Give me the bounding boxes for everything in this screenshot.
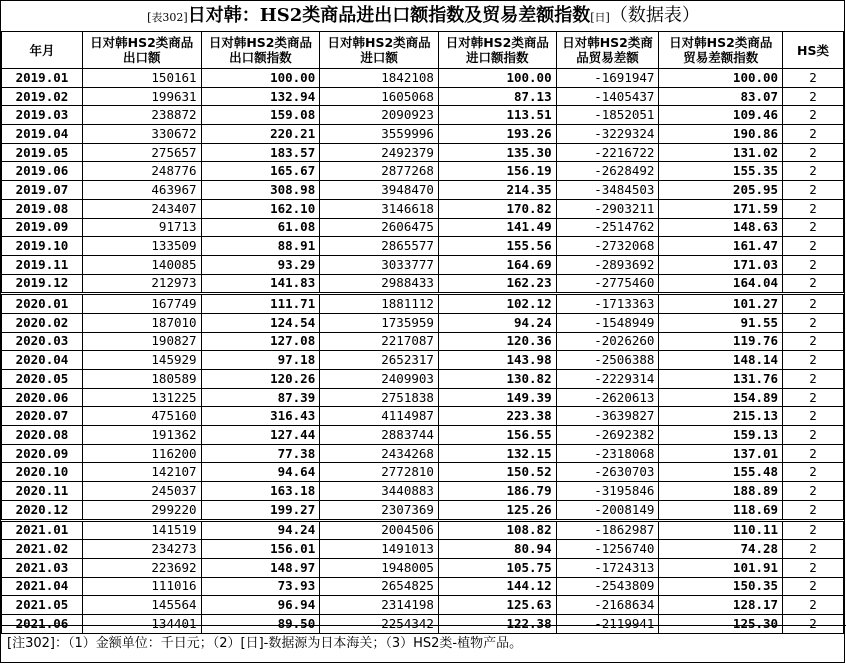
import-index-cell: 130.82 bbox=[438, 370, 556, 389]
import-index-cell: 141.49 bbox=[438, 218, 556, 237]
trade-balance-index-cell: 154.89 bbox=[659, 388, 783, 407]
import-index-cell: 214.35 bbox=[438, 181, 556, 200]
import-amount-cell: 1605068 bbox=[320, 87, 439, 106]
trade-balance-cell: -2119941 bbox=[556, 614, 659, 633]
export-index-cell: 120.26 bbox=[201, 370, 320, 389]
month-cell: 2020.09 bbox=[2, 444, 83, 463]
trade-balance-index-cell: 137.01 bbox=[659, 444, 783, 463]
import-index-cell: 170.82 bbox=[438, 199, 556, 218]
month-cell: 2021.04 bbox=[2, 577, 83, 596]
trade-balance-cell: -2732068 bbox=[556, 237, 659, 256]
export-amount-cell: 145929 bbox=[82, 351, 201, 370]
export-index-cell: 165.67 bbox=[201, 162, 320, 181]
trade-balance-index-cell: 118.69 bbox=[659, 500, 783, 520]
export-index-cell: 163.18 bbox=[201, 482, 320, 501]
import-amount-cell: 2654825 bbox=[320, 577, 439, 596]
header-export-index: 日对韩HS2类商品出口额指数 bbox=[201, 32, 320, 69]
table-row bbox=[2, 332, 844, 351]
table-row bbox=[2, 181, 844, 200]
hs-class-cell: 2 bbox=[783, 237, 844, 256]
trade-balance-index-cell: 148.63 bbox=[659, 218, 783, 237]
export-index-cell: 124.54 bbox=[201, 313, 320, 332]
trade-balance-index-cell: 101.91 bbox=[659, 558, 783, 577]
export-index-cell: 308.98 bbox=[201, 181, 320, 200]
trade-balance-cell: -2630703 bbox=[556, 463, 659, 482]
table-row bbox=[2, 255, 844, 274]
export-amount-cell: 91713 bbox=[82, 218, 201, 237]
import-amount-cell: 2652317 bbox=[320, 351, 439, 370]
hs-class-cell: 2 bbox=[783, 162, 844, 181]
import-index-cell: 100.00 bbox=[438, 69, 556, 88]
trade-balance-cell: -2514762 bbox=[556, 218, 659, 237]
import-amount-cell: 3948470 bbox=[320, 181, 439, 200]
month-cell: 2019.07 bbox=[2, 181, 83, 200]
trade-balance-index-cell: 119.76 bbox=[659, 332, 783, 351]
month-cell: 2020.04 bbox=[2, 351, 83, 370]
month-cell: 2019.03 bbox=[2, 106, 83, 125]
import-index-cell: 132.15 bbox=[438, 444, 556, 463]
trade-balance-index-cell: 205.95 bbox=[659, 181, 783, 200]
export-index-cell: 97.18 bbox=[201, 351, 320, 370]
trade-balance-index-cell: 101.27 bbox=[659, 294, 783, 314]
table-row bbox=[2, 313, 844, 332]
hs-class-cell: 2 bbox=[783, 614, 844, 633]
export-index-cell: 220.21 bbox=[201, 125, 320, 144]
hs-class-cell: 2 bbox=[783, 577, 844, 596]
header-import-index: 日对韩HS2类商品进口额指数 bbox=[438, 32, 556, 69]
trade-balance-index-cell: 215.13 bbox=[659, 407, 783, 426]
export-amount-cell: 140085 bbox=[82, 255, 201, 274]
table-row bbox=[2, 106, 844, 125]
hs-class-cell: 2 bbox=[783, 388, 844, 407]
hs-class-cell: 2 bbox=[783, 87, 844, 106]
export-index-cell: 127.08 bbox=[201, 332, 320, 351]
trade-balance-cell: -1713363 bbox=[556, 294, 659, 314]
export-amount-cell: 299220 bbox=[82, 500, 201, 520]
month-cell: 2019.12 bbox=[2, 274, 83, 294]
table-row bbox=[2, 500, 844, 520]
import-index-cell: 223.38 bbox=[438, 407, 556, 426]
trade-balance-cell: -1724313 bbox=[556, 558, 659, 577]
export-index-cell: 156.01 bbox=[201, 540, 320, 559]
hs-class-cell: 2 bbox=[783, 520, 844, 540]
hs-class-cell: 2 bbox=[783, 218, 844, 237]
import-index-cell: 105.75 bbox=[438, 558, 556, 577]
table-row bbox=[2, 370, 844, 389]
hs-class-cell: 2 bbox=[783, 463, 844, 482]
import-index-cell: 186.79 bbox=[438, 482, 556, 501]
import-index-cell: 87.13 bbox=[438, 87, 556, 106]
table-row bbox=[2, 558, 844, 577]
import-index-cell: 155.56 bbox=[438, 237, 556, 256]
trade-balance-cell: -2216722 bbox=[556, 143, 659, 162]
month-cell: 2020.12 bbox=[2, 500, 83, 520]
trade-balance-cell: -1256740 bbox=[556, 540, 659, 559]
month-cell: 2019.02 bbox=[2, 87, 83, 106]
trade-balance-index-cell: 148.14 bbox=[659, 351, 783, 370]
import-amount-cell: 1491013 bbox=[320, 540, 439, 559]
month-cell: 2019.08 bbox=[2, 199, 83, 218]
import-index-cell: 164.69 bbox=[438, 255, 556, 274]
month-cell: 2019.10 bbox=[2, 237, 83, 256]
export-index-cell: 132.94 bbox=[201, 87, 320, 106]
header-month: 年月 bbox=[2, 32, 83, 69]
hs-class-cell: 2 bbox=[783, 370, 844, 389]
export-index-cell: 199.27 bbox=[201, 500, 320, 520]
import-index-cell: 149.39 bbox=[438, 388, 556, 407]
table-row bbox=[2, 218, 844, 237]
title-suffix: （数据表） bbox=[609, 5, 700, 26]
export-index-cell: 159.08 bbox=[201, 106, 320, 125]
table-row bbox=[2, 577, 844, 596]
trade-balance-index-cell: 110.11 bbox=[659, 520, 783, 540]
import-index-cell: 156.55 bbox=[438, 426, 556, 445]
import-amount-cell: 3559996 bbox=[320, 125, 439, 144]
trade-balance-index-cell: 155.48 bbox=[659, 463, 783, 482]
export-index-cell: 73.93 bbox=[201, 577, 320, 596]
export-amount-cell: 248776 bbox=[82, 162, 201, 181]
export-index-cell: 96.94 bbox=[201, 596, 320, 615]
hs-class-cell: 2 bbox=[783, 274, 844, 294]
import-index-cell: 156.19 bbox=[438, 162, 556, 181]
import-amount-cell: 1842108 bbox=[320, 69, 439, 88]
import-amount-cell: 2409903 bbox=[320, 370, 439, 389]
trade-balance-index-cell: 83.07 bbox=[659, 87, 783, 106]
export-amount-cell: 212973 bbox=[82, 274, 201, 294]
month-cell: 2020.11 bbox=[2, 482, 83, 501]
trade-balance-index-cell: 91.55 bbox=[659, 313, 783, 332]
import-index-cell: 108.82 bbox=[438, 520, 556, 540]
export-amount-cell: 463967 bbox=[82, 181, 201, 200]
trade-balance-cell: -1548949 bbox=[556, 313, 659, 332]
import-amount-cell: 2877268 bbox=[320, 162, 439, 181]
trade-balance-index-cell: 159.13 bbox=[659, 426, 783, 445]
trade-balance-index-cell: 74.28 bbox=[659, 540, 783, 559]
hs-class-cell: 2 bbox=[783, 181, 844, 200]
export-amount-cell: 243407 bbox=[82, 199, 201, 218]
header-import-amount: 日对韩HS2类商品进口额 bbox=[320, 32, 439, 69]
import-index-cell: 125.26 bbox=[438, 500, 556, 520]
hs-class-cell: 2 bbox=[783, 407, 844, 426]
table-row bbox=[2, 463, 844, 482]
trade-balance-cell: -3229324 bbox=[556, 125, 659, 144]
month-cell: 2020.10 bbox=[2, 463, 83, 482]
import-amount-cell: 2751838 bbox=[320, 388, 439, 407]
import-amount-cell: 2606475 bbox=[320, 218, 439, 237]
export-amount-cell: 134401 bbox=[82, 614, 201, 633]
trade-balance-cell: -2008149 bbox=[556, 500, 659, 520]
header-export-amount: 日对韩HS2类商品出口额 bbox=[82, 32, 201, 69]
table-row bbox=[2, 540, 844, 559]
export-amount-cell: 131225 bbox=[82, 388, 201, 407]
trade-balance-index-cell: 131.02 bbox=[659, 143, 783, 162]
table-row bbox=[2, 162, 844, 181]
hs-class-cell: 2 bbox=[783, 426, 844, 445]
trade-balance-index-cell: 171.03 bbox=[659, 255, 783, 274]
hs-class-cell: 2 bbox=[783, 106, 844, 125]
export-amount-cell: 330672 bbox=[82, 125, 201, 144]
month-cell: 2020.06 bbox=[2, 388, 83, 407]
table-row bbox=[2, 426, 844, 445]
trade-balance-cell: -2543809 bbox=[556, 577, 659, 596]
table-row bbox=[2, 482, 844, 501]
header-trade-balance: 日对韩HS2类商品贸易差额 bbox=[556, 32, 659, 69]
import-index-cell: 193.26 bbox=[438, 125, 556, 144]
trade-balance-cell: -2775460 bbox=[556, 274, 659, 294]
hs-class-cell: 2 bbox=[783, 540, 844, 559]
trade-balance-cell: -2318068 bbox=[556, 444, 659, 463]
import-amount-cell: 2492379 bbox=[320, 143, 439, 162]
import-index-cell: 135.30 bbox=[438, 143, 556, 162]
trade-balance-cell: -2168634 bbox=[556, 596, 659, 615]
import-amount-cell: 2772810 bbox=[320, 463, 439, 482]
month-cell: 2021.03 bbox=[2, 558, 83, 577]
month-cell: 2019.04 bbox=[2, 125, 83, 144]
header-hs-class: HS类 bbox=[783, 32, 844, 69]
import-index-cell: 150.52 bbox=[438, 463, 556, 482]
import-amount-cell: 1948005 bbox=[320, 558, 439, 577]
export-amount-cell: 199631 bbox=[82, 87, 201, 106]
trade-balance-cell: -2628492 bbox=[556, 162, 659, 181]
export-index-cell: 94.24 bbox=[201, 520, 320, 540]
month-cell: 2021.02 bbox=[2, 540, 83, 559]
table-title bbox=[1, 1, 846, 31]
trade-balance-index-cell: 150.35 bbox=[659, 577, 783, 596]
import-amount-cell: 2254342 bbox=[320, 614, 439, 633]
import-amount-cell: 4114987 bbox=[320, 407, 439, 426]
table-row bbox=[2, 351, 844, 370]
hs-class-cell: 2 bbox=[783, 332, 844, 351]
table-row bbox=[2, 294, 844, 314]
export-index-cell: 111.71 bbox=[201, 294, 320, 314]
trade-balance-index-cell: 100.00 bbox=[659, 69, 783, 88]
month-cell: 2019.11 bbox=[2, 255, 83, 274]
import-index-cell: 94.24 bbox=[438, 313, 556, 332]
trade-balance-index-cell: 131.76 bbox=[659, 370, 783, 389]
trade-balance-cell: -1405437 bbox=[556, 87, 659, 106]
hs-class-cell: 2 bbox=[783, 596, 844, 615]
trade-balance-cell: -2692382 bbox=[556, 426, 659, 445]
source-tag: [日] bbox=[590, 11, 610, 24]
table-row bbox=[2, 69, 844, 88]
export-index-cell: 127.44 bbox=[201, 426, 320, 445]
hs-class-cell: 2 bbox=[783, 500, 844, 520]
trade-balance-cell: -2620613 bbox=[556, 388, 659, 407]
import-amount-cell: 3440883 bbox=[320, 482, 439, 501]
hs-class-cell: 2 bbox=[783, 69, 844, 88]
trade-balance-index-cell: 125.30 bbox=[659, 614, 783, 633]
table-row bbox=[2, 407, 844, 426]
import-amount-cell: 2314198 bbox=[320, 596, 439, 615]
table-row bbox=[2, 520, 844, 540]
trade-balance-cell: -1862987 bbox=[556, 520, 659, 540]
month-cell: 2019.06 bbox=[2, 162, 83, 181]
import-amount-cell: 2217087 bbox=[320, 332, 439, 351]
export-amount-cell: 475160 bbox=[82, 407, 201, 426]
hs-class-cell: 2 bbox=[783, 482, 844, 501]
table-number: [表302] bbox=[147, 11, 188, 24]
hs-class-cell: 2 bbox=[783, 125, 844, 144]
import-amount-cell: 2988433 bbox=[320, 274, 439, 294]
trade-balance-index-cell: 161.47 bbox=[659, 237, 783, 256]
month-cell: 2020.07 bbox=[2, 407, 83, 426]
import-index-cell: 162.23 bbox=[438, 274, 556, 294]
import-amount-cell: 2865577 bbox=[320, 237, 439, 256]
trade-balance-cell: -3639827 bbox=[556, 407, 659, 426]
hs-class-cell: 2 bbox=[783, 294, 844, 314]
export-index-cell: 93.29 bbox=[201, 255, 320, 274]
month-cell: 2019.09 bbox=[2, 218, 83, 237]
export-amount-cell: 133509 bbox=[82, 237, 201, 256]
export-amount-cell: 275657 bbox=[82, 143, 201, 162]
export-amount-cell: 116200 bbox=[82, 444, 201, 463]
trade-balance-index-cell: 155.35 bbox=[659, 162, 783, 181]
export-amount-cell: 238872 bbox=[82, 106, 201, 125]
table-row bbox=[2, 388, 844, 407]
import-index-cell: 122.38 bbox=[438, 614, 556, 633]
trade-balance-cell: -2026260 bbox=[556, 332, 659, 351]
export-index-cell: 94.64 bbox=[201, 463, 320, 482]
trade-balance-index-cell: 188.89 bbox=[659, 482, 783, 501]
hs-class-cell: 2 bbox=[783, 313, 844, 332]
data-table bbox=[1, 31, 844, 634]
trade-balance-index-cell: 164.04 bbox=[659, 274, 783, 294]
table-row bbox=[2, 274, 844, 294]
export-index-cell: 316.43 bbox=[201, 407, 320, 426]
export-amount-cell: 150161 bbox=[82, 69, 201, 88]
hs-class-cell: 2 bbox=[783, 143, 844, 162]
month-cell: 2020.05 bbox=[2, 370, 83, 389]
export-amount-cell: 141519 bbox=[82, 520, 201, 540]
export-index-cell: 148.97 bbox=[201, 558, 320, 577]
export-index-cell: 141.83 bbox=[201, 274, 320, 294]
hs-class-cell: 2 bbox=[783, 199, 844, 218]
month-cell: 2020.01 bbox=[2, 294, 83, 314]
trade-balance-cell: -2229314 bbox=[556, 370, 659, 389]
table-row bbox=[2, 125, 844, 144]
trade-balance-index-cell: 171.59 bbox=[659, 199, 783, 218]
export-amount-cell: 180589 bbox=[82, 370, 201, 389]
trade-balance-cell: -2506388 bbox=[556, 351, 659, 370]
import-index-cell: 143.98 bbox=[438, 351, 556, 370]
month-cell: 2020.03 bbox=[2, 332, 83, 351]
month-cell: 2021.06 bbox=[2, 614, 83, 633]
trade-balance-index-cell: 190.86 bbox=[659, 125, 783, 144]
export-amount-cell: 167749 bbox=[82, 294, 201, 314]
export-index-cell: 89.50 bbox=[201, 614, 320, 633]
import-index-cell: 80.94 bbox=[438, 540, 556, 559]
import-amount-cell: 2434268 bbox=[320, 444, 439, 463]
export-index-cell: 61.08 bbox=[201, 218, 320, 237]
export-amount-cell: 142107 bbox=[82, 463, 201, 482]
hs-class-cell: 2 bbox=[783, 558, 844, 577]
import-index-cell: 144.12 bbox=[438, 577, 556, 596]
import-amount-cell: 2883744 bbox=[320, 426, 439, 445]
hs-class-cell: 2 bbox=[783, 444, 844, 463]
trade-balance-cell: -1852051 bbox=[556, 106, 659, 125]
table-row bbox=[2, 444, 844, 463]
table-row bbox=[2, 87, 844, 106]
month-cell: 2020.02 bbox=[2, 313, 83, 332]
trade-balance-cell: -2903211 bbox=[556, 199, 659, 218]
export-amount-cell: 111016 bbox=[82, 577, 201, 596]
export-index-cell: 87.39 bbox=[201, 388, 320, 407]
export-amount-cell: 245037 bbox=[82, 482, 201, 501]
trade-balance-cell: -1691947 bbox=[556, 69, 659, 88]
month-cell: 2019.05 bbox=[2, 143, 83, 162]
import-amount-cell: 2307369 bbox=[320, 500, 439, 520]
import-amount-cell: 3033777 bbox=[320, 255, 439, 274]
month-cell: 2021.01 bbox=[2, 520, 83, 540]
title-main: 日对韩：HS2类商品进出口额指数及贸易差额指数 bbox=[187, 5, 591, 26]
export-amount-cell: 187010 bbox=[82, 313, 201, 332]
trade-balance-index-cell: 109.46 bbox=[659, 106, 783, 125]
import-amount-cell: 3146618 bbox=[320, 199, 439, 218]
export-amount-cell: 234273 bbox=[82, 540, 201, 559]
export-index-cell: 88.91 bbox=[201, 237, 320, 256]
export-index-cell: 100.00 bbox=[201, 69, 320, 88]
import-index-cell: 113.51 bbox=[438, 106, 556, 125]
table-row bbox=[2, 237, 844, 256]
import-amount-cell: 1735959 bbox=[320, 313, 439, 332]
table-row bbox=[2, 199, 844, 218]
import-amount-cell: 2090923 bbox=[320, 106, 439, 125]
export-amount-cell: 145564 bbox=[82, 596, 201, 615]
export-index-cell: 162.10 bbox=[201, 199, 320, 218]
hs-class-cell: 2 bbox=[783, 255, 844, 274]
trade-balance-cell: -2893692 bbox=[556, 255, 659, 274]
import-index-cell: 120.36 bbox=[438, 332, 556, 351]
table-row bbox=[2, 143, 844, 162]
trade-balance-cell: -3484503 bbox=[556, 181, 659, 200]
import-amount-cell: 2004506 bbox=[320, 520, 439, 540]
export-amount-cell: 223692 bbox=[82, 558, 201, 577]
export-amount-cell: 191362 bbox=[82, 426, 201, 445]
trade-balance-cell: -3195846 bbox=[556, 482, 659, 501]
export-index-cell: 77.38 bbox=[201, 444, 320, 463]
import-index-cell: 125.63 bbox=[438, 596, 556, 615]
import-index-cell: 102.12 bbox=[438, 294, 556, 314]
header-row bbox=[2, 32, 844, 69]
table-body bbox=[2, 69, 844, 634]
hs-class-cell: 2 bbox=[783, 351, 844, 370]
month-cell: 2019.01 bbox=[2, 69, 83, 88]
footnote: [注302]：（1）金额单位：千日元；（2）[日]-数据源为日本海关；（3）HS2类-植物产品。 bbox=[1, 625, 846, 662]
export-amount-cell: 190827 bbox=[82, 332, 201, 351]
month-cell: 2021.05 bbox=[2, 596, 83, 615]
import-amount-cell: 1881112 bbox=[320, 294, 439, 314]
trade-balance-index-cell: 128.17 bbox=[659, 596, 783, 615]
header-trade-balance-index: 日对韩HS2类商品贸易差额指数 bbox=[659, 32, 783, 69]
export-index-cell: 183.57 bbox=[201, 143, 320, 162]
table-row bbox=[2, 596, 844, 615]
month-cell: 2020.08 bbox=[2, 426, 83, 445]
